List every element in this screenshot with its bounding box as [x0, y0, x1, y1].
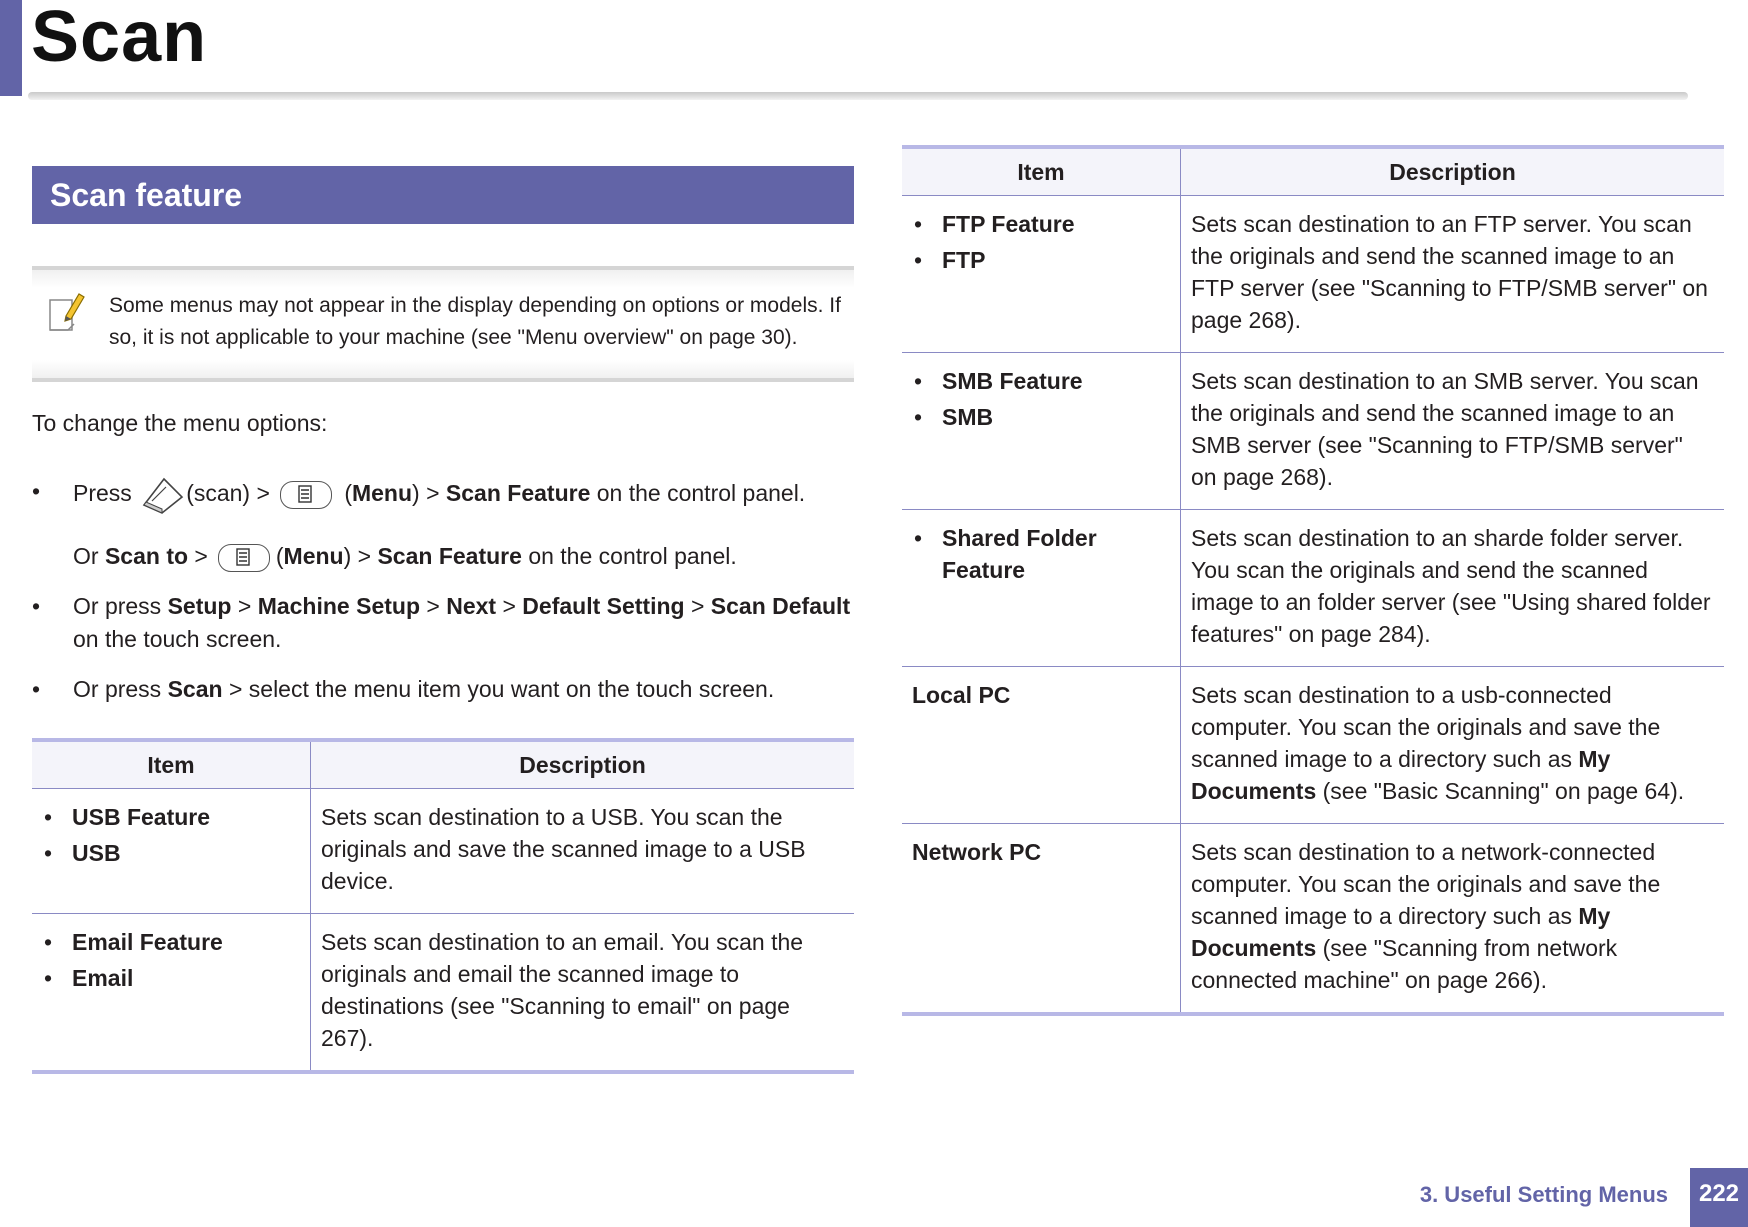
scan-feature-table-right [902, 145, 1724, 1016]
item-label: • SMB Feature [912, 365, 1170, 397]
col-header-item: Item [902, 147, 1181, 196]
table-header-row [902, 147, 1724, 196]
title-rule [28, 92, 1688, 100]
item-description: Sets scan destination to a network-connected computer. You scan the originals and save the scanned image to a directory such as My Documents (see "Scanning from network connected machine" on page 266). [1181, 824, 1725, 1015]
table-row [902, 824, 1724, 1015]
item-label: Local PC [912, 682, 1011, 708]
note-box [32, 266, 854, 382]
item-label: • Email [42, 962, 300, 994]
menu-button-icon [280, 481, 332, 509]
item-description: Sets scan destination to a USB. You scan the originals and save the scanned image to a USB device. [311, 789, 855, 914]
item-label: • SMB [912, 401, 1170, 433]
page-number: 222 [1690, 1168, 1748, 1227]
scan-icon [138, 475, 186, 515]
table-row [32, 789, 854, 914]
intro-text: To change the menu options: [32, 410, 328, 436]
menu-button-icon [218, 544, 270, 572]
left-column [32, 166, 854, 1074]
steps-list [32, 475, 854, 706]
col-header-description: Description [519, 752, 646, 778]
step-item: • Press (scan) > (Menu) > Scan Feature on the control panel. Or Scan to > (Menu) > Scan Feature on the control panel. [32, 475, 854, 573]
item-description: Sets scan destination to an FTP server. You scan the originals and send the scanned image to an FTP server (see "Scanning to FTP/SMB server" on page 268). [1181, 196, 1725, 353]
scan-feature-table-left [32, 738, 854, 1074]
item-label: • FTP Feature [912, 208, 1170, 240]
item-description: Sets scan destination to an email. You scan the originals and email the scanned image to destinations (see "Scanning to email" on page 267). [311, 914, 855, 1073]
table-row [32, 914, 854, 1073]
step-alt: Or Scan to > (Menu) > Scan Feature on the control panel. [73, 540, 854, 573]
item-label: • Email Feature [42, 926, 300, 958]
section-heading: Scan feature [32, 166, 854, 224]
item-description: Sets scan destination to an SMB server. You scan the originals and send the scanned image to an SMB server (see "Scanning to FTP/SMB server" on page 268). [1181, 353, 1725, 510]
item-label: • Shared Folder Feature [912, 522, 1170, 586]
item-label: • USB Feature [42, 801, 300, 833]
table-row [902, 196, 1724, 353]
col-header-item: Item [32, 740, 311, 789]
right-column [902, 145, 1724, 1016]
footer-chapter: 3. Useful Setting Menus [1419, 1182, 1668, 1207]
item-label: • FTP [912, 244, 1170, 276]
page-title: Scan [31, 0, 208, 77]
table-row [902, 667, 1724, 824]
note-text: Some menus may not appear in the display depending on options or models. If so, it is not applicable to your machine (see "Menu overview" on page 30). [109, 294, 841, 349]
step-item: • Or press Setup > Machine Setup > Next > Default Setting > Scan Default on the touch screen. [32, 590, 854, 656]
item-description: Sets scan destination to a usb-connected computer. You scan the originals and save the scanned image to a directory such as My Documents (see "Basic Scanning" on page 64). [1181, 667, 1725, 824]
table-header-row [32, 740, 854, 789]
col-header-description: Description [1389, 159, 1516, 185]
item-description: Sets scan destination to an sharde folder server. You scan the originals and send the scanned image to an folder server (see "Using shared folder features" on page 284). [1181, 510, 1725, 667]
item-label: • USB [42, 837, 300, 869]
table-row [902, 510, 1724, 667]
table-row [902, 353, 1724, 510]
note-pencil-icon [46, 290, 86, 334]
item-label: Network PC [912, 839, 1042, 865]
header-accent-bar [0, 0, 22, 96]
step-item: • Or press Scan > select the menu item you want on the touch screen. [32, 673, 854, 706]
